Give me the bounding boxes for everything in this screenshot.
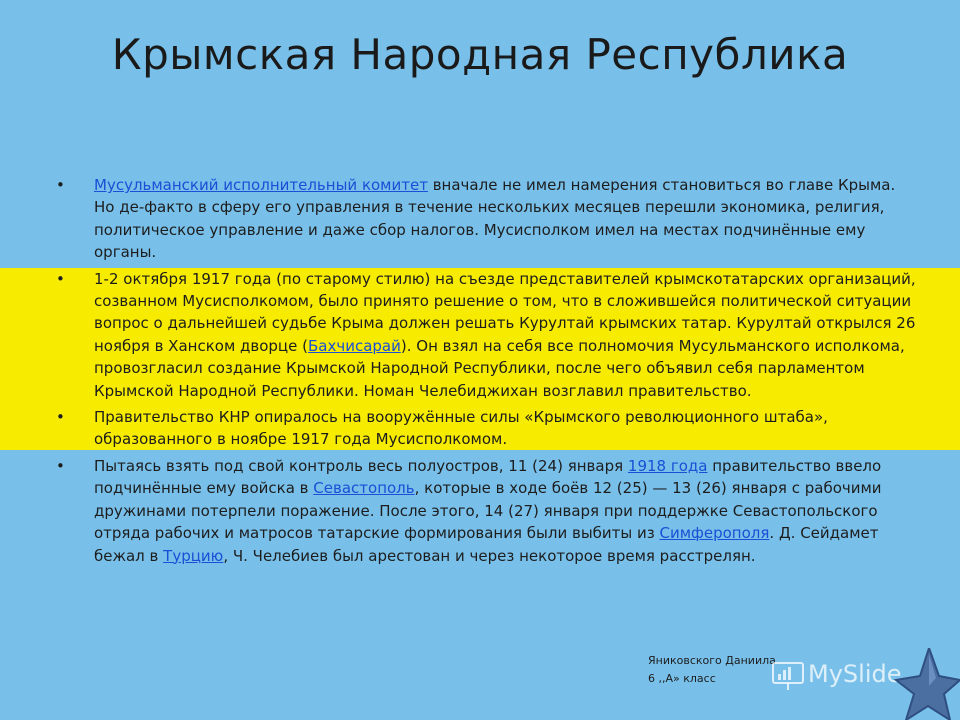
bullet-text: вначале не имел намерения становиться во главе Крыма. Но де-факто в сферу его управления в течение нескольких месяцев перешли экономика, религия, политическое управление и даже сбор налогов. Мусисполком имел на местах подчинённые ему органы.: [94, 176, 896, 262]
bullet-item: [56, 455, 916, 567]
bullet-text: Правительство КНР опиралось на вооружённые силы «Крымского революционного штаба», образованного в ноябре 1917 года Мусисполкомом.: [94, 408, 828, 449]
link-bakhchisaray[interactable]: Бахчисарай: [308, 336, 401, 355]
link-muslim-committee[interactable]: Мусульманский исполнительный комитет: [94, 176, 428, 194]
bullet-text: , которые в ходе боёв 12 (25) — 13 (26) января с рабочими дружинами потерпели поражение. После этого, 14 (27) января при поддержке Севастопольского отряда рабочих и матросов татарские формирования были выбиты из: [94, 479, 882, 543]
link-turkey[interactable]: Турцию: [163, 546, 224, 565]
bullet-text: , Ч. Челебиев был арестован и через некоторое время расстрелян.: [223, 546, 756, 565]
slide-title: Крымская Народная Республика: [111, 30, 849, 79]
bullet-text: ). Он взял на себя все полномочия Мусульманского исполкома, провозгласил создание Крымской Народной Республики, после чего объявил себя парламентом Крымской Народной Республики. Номан Челебиджихан возглавил правительство.: [94, 336, 905, 400]
bullet-text: правительство ввело подчинённые ему войска в: [94, 456, 882, 498]
author-caption: [648, 652, 776, 688]
author-name: Яниковского Даниила: [648, 654, 776, 667]
author-class: 6 ,,А» класс: [648, 672, 716, 685]
watermark-logo: MySlide: [808, 660, 902, 688]
bullet-item: [56, 268, 916, 402]
bullet-text: 1-2 октября 1917 года (по старому стилю) на съезде представителей крымскотатарских организаций, созванном Мусисполкомом, было принято решение о том, что в сложившейся политической ситуации вопрос о дальнейшей судьбе Крыма должен решать Курултай крымских татар. Курултай открылся 26 ноября в Ханском дворце (: [94, 269, 916, 355]
bullet-dot: •: [56, 408, 65, 427]
bullet-dot: •: [56, 269, 65, 288]
bullet-dot: •: [56, 176, 65, 194]
bullet-item: [56, 406, 916, 451]
presentation-icon: [772, 662, 806, 692]
bullet-item: [56, 174, 916, 264]
bullet-dot: •: [56, 456, 65, 475]
link-sevastopol[interactable]: Севастополь: [313, 479, 415, 498]
bullet-list: [56, 174, 916, 571]
bullet-text: Пытаясь взять под свой контроль весь полуостров, 11 (24) января: [94, 456, 628, 475]
link-simferopol[interactable]: Симферополя: [659, 524, 770, 543]
bullet-text: . Д. Сейдамет бежал в: [94, 524, 879, 565]
star-icon: [882, 648, 960, 720]
link-1918[interactable]: 1918 года: [627, 456, 708, 475]
